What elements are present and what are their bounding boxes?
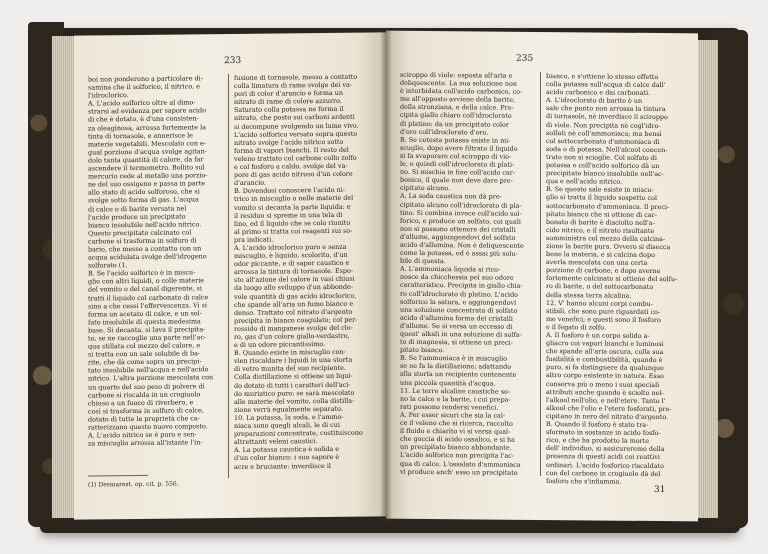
text-line: forma un acetato di calce, e un sol- [88,309,202,319]
text-line: no. Si mischia in fine coll'acido car- [400,167,515,177]
text-line: nitrato, che posto sui carboni ardenti [234,113,355,123]
text-line: acido carbonico e dai carbonati. [546,88,651,98]
text-line: B. Quando esiste in miscuglio con- [234,347,346,358]
text-line: B. Dovendosi conoscere l'acido ni- [234,186,345,196]
text-line: fato insolubile di questa medesima [88,317,201,327]
text-line: colla limatura di rame svolge dei va- [234,80,353,91]
text-line: za miscuglio arrossa all'istante l'in- [88,438,203,448]
text-line: ro coll'idroclorato di platino. L'acido [400,289,519,299]
footnote-rule [88,475,148,477]
text-line: dotato di tutte le proprietà che ca- [88,414,200,424]
text-line: porzione di carbone, e dopo averne [546,266,661,276]
text-line: sformato in sostanze in acido fosfo- [546,428,661,438]
text-line: di viole. Non precipita nè cogl'idro- [546,120,661,130]
text-line: cipitato alcuno coll'idroclorato di pla- [400,200,522,210]
text-line: qua di calce. L'ossalato d'ammoniaca [400,459,521,469]
text-line: alla storta un recipiente contenente [400,370,517,380]
right-page [386,31,698,522]
text-line: un precipitato bianco abbondante. [400,443,512,453]
text-line: d'arancio. [234,178,267,188]
left-page-column-a [88,74,224,448]
text-line: bene la materia, e si calcina dopo [546,250,655,260]
text-line: ro, gas d'un colore giallo-verdastro, [234,331,350,341]
text-line: cipitano in nero del nitrato d'argento. [546,411,669,422]
text-line: conserva più o meno i suoi speciali [546,379,660,389]
text-line: vomito si decanta la parte liquida: e [234,202,351,212]
text-line: di calce o di barite versata nel [88,203,187,213]
text-line: caratteristico. Precipita in giallo chia- [400,281,523,291]
text-line: materie vegetabili. Mescolato con e- [88,139,206,149]
text-line: solfati nè coll'ammoniaca; ma bensì [546,128,662,138]
text-line: Colla distillazione si ottiene un liqui- [234,372,353,382]
text-line: trato non si scioglie. Col solfato di [546,152,657,162]
text-line: somministra col mezzo della calcina- [546,233,666,243]
text-line: B. Se l'ammoniaca è in miscuglio [400,354,508,363]
text-line: d'allume, aggiungendovi del solfato [400,232,516,242]
text-line: non si possono ottenere dei cristalli [400,224,516,234]
right-column-rule [540,72,541,476]
text-line: d'un color bianco: i suo sapore è [234,453,340,463]
text-line: no la calce e la barite, i cui prepa- [400,394,511,404]
text-line: come la potassa, ed è assai più solu- [400,248,518,258]
text-line: ce il veleno che si ricerca, raccolto [400,418,513,428]
text-line: fusione di tornasole, messo a contatto [234,72,358,82]
text-line: di platino: da un precipitato color [400,119,509,129]
text-line: do dotato di tutti i caratteri dell'aci- [234,380,351,390]
text-line: al primo si tratta coi reagenti sui so- [234,226,353,236]
text-line: con del carbone in crogiuolo dà del [546,468,661,478]
text-line: svolge sotto forma di gas. L'acqua [88,195,199,205]
text-line: pitato bianco. [400,345,445,355]
left-page-column-b [234,73,370,471]
text-line: alle materie del vomito, colla distilla- [234,396,355,406]
text-line: tratti il liquido col carbonato di calce [88,292,209,303]
text-line: si decompone svolgendo un lume vivo. [234,121,359,131]
text-line: nitrico. L'altra porzione mescolata con [88,373,214,383]
text-line: una piccola quantità d'acqua. [400,378,496,388]
text-line: deliquescente. La sua soluzione non [400,78,517,88]
left-footnote: (1) Desmarest, op. cit. p. 556. [88,480,179,489]
text-line: B. Se l'acido solforico è in miscu- [88,268,196,278]
text-line: A. La potassa caustica è solida e [234,445,340,455]
text-line: A. L'acido solforico oltre al dimo- [88,98,196,108]
text-line: 10. La potassa, la soda, e l'ammo- [234,412,344,422]
text-line: nitrato svolge l'acido nitrico sotto [234,137,344,147]
text-line: alkool che l'olio e l'etere fosforati, pre- [546,403,672,413]
right-page-column-a [400,71,536,477]
text-line: carbone si trasforma in solfuro di [88,236,197,246]
text-line: ascendere il termometro. Bollito sul [88,163,205,173]
text-line: do muriatico puro: se sarà mescolato [234,388,355,398]
text-line: bonato di barite è disciolto nell'a- [546,217,655,227]
text-line: sale che punto non arrossa la tintura [546,104,666,114]
text-line: precipita in bianco coagulato; col per- [234,315,358,325]
text-line: nitrato di rame di colore azzurro. [234,97,342,107]
text-line: cipitato alcuno. [400,184,451,193]
text-line: rite, che dà come sopra un precipi- [88,357,202,367]
text-line: qua stillata col mezzo del calore, e [88,341,201,351]
left-page [74,32,386,519]
text-line: un quarto del suo peso di polvere di [88,381,205,392]
text-line: una soluzione concentrata di solfato [400,305,518,315]
text-line: dolo tanta quantità di calore, da far [88,155,204,165]
text-line: quest' alkali in una soluzione di solfa- [400,329,522,339]
text-line: rossido di manganese svolge del clo- [234,323,353,333]
text-line: A. L'acido nitrico se è puro e sen- [88,430,197,440]
text-line: fortemente calcinato si ottiene del solfu- [546,274,678,284]
text-line: se ne fa la distillazione; adattando [400,362,512,372]
text-line: pra indicati. [234,235,274,244]
book-gutter [380,30,392,522]
text-line: A. Il fosforo è un corpo solido a- [546,331,650,340]
text-line: to di magnesia, si ottiene un preci- [400,337,513,347]
text-line: me all'opposto avviene della barite, [400,95,516,105]
text-line: trico in miscuglio o nelle materie del [234,194,354,204]
right-page-signature-number: 31 [654,484,666,496]
text-line: mercurio cede al metallo una porzio- [88,171,208,181]
text-line: stibili, che sono pure riguardati co- [546,306,661,316]
text-line: tino. Si combina invece coll'acido sol- [400,208,522,218]
text-line: 12. V' hanno alcuni corpi combu- [546,298,653,308]
text-line: che spande all'aria oscura, colla sua [546,347,664,357]
text-line: e il fegato di zolfo. [546,322,606,332]
right-page-column-b [546,72,682,486]
text-line: A. L'acido idroclorico puro e senza [234,242,347,252]
text-line: tato insolubile nell'acqua e nell'acido [88,365,209,375]
text-line: soda o di potassa. Nell'alcool concen- [546,144,668,154]
text-line: del vomito o del canal digerente, si [88,284,202,294]
text-line: sciroppo di viole: esposta all'aria e [400,70,513,80]
text-line: sottocarbonato d'ammoniaca. Il preci- [546,201,670,211]
text-line: e di un odore piccantissimo. [234,340,326,350]
text-line: bianco insolubile nell'acido nitrico. [88,219,202,230]
text-line: da luogo allo sviluppo d'un abbonde- [234,283,353,293]
text-line: che goccia di acido ossalico, e si ha [400,434,515,444]
text-line: ne del suo ossigeno e passa in parte [88,179,206,189]
text-line: colla potassa sull'acqua di calce dall' [546,80,666,90]
text-line: l'acido produce un precipitato [88,212,186,222]
text-line: sino a che cessi l'effervescenza. Vi si [88,300,207,311]
right-page-number: 235 [516,53,534,64]
text-line: denso. Trattato col nitrato d'argento [234,307,353,317]
text-line: della stessa terra alcalina. [546,290,632,300]
text-line: vi produce anch' esso un precipitato [400,467,518,477]
text-line: tinta di tornasole, e annerisce le [88,131,193,141]
text-line: il residuo si spreme in una tela di [234,210,343,220]
text-line: pitato bianco che si ottiene di car- [546,209,657,219]
text-line: B. Se questo sale esiste in miscu- [546,185,654,195]
text-line: za oleaginosa, arrossa fortemente la [88,122,206,133]
text-line: veleno trattato col carbone collo zolfo [234,153,357,163]
text-line: così si trasforma in solfuro di calce, [88,406,204,416]
text-line: lino, ed il liquido che se colo riunito [234,218,351,228]
text-line: acido d'allumina forma dei cristalli [400,313,513,323]
text-line: strarsi ad evidenza per sapore acido [88,106,206,116]
text-line: arrossa la tintura di tornasole. Espo- [234,266,353,277]
text-line: gliacro coi vapori bianchi e luminosi [546,339,664,349]
text-line: le, e quindi coll'idroclorato di plati- [400,159,515,169]
text-line: altrettanti veleni caustici. [234,437,318,447]
text-line: bianco, e s'ottiene lo stesso effetto [546,72,659,82]
text-line: cipita giallo chiaro coll'idroclorato [400,111,512,121]
text-line: d'oro coll'idroclorato d'oro. [400,127,489,137]
text-line: me venefici; e questi sono il fosforo [546,314,661,324]
text-line: di vetro munita del suo recipiente. [234,364,346,374]
text-line: base. Si decanta, si lava il precipita- [88,325,206,335]
text-line: precipitato bianco insolubile nell'ac- [546,169,664,179]
text-line: nosce da chicchessia pel suo odore [400,273,514,283]
text-line: di tornasole, nè inverdisce il sciroppo [546,112,668,122]
text-line: A. Per esser sicuri che sia la cal- [400,410,506,420]
text-line: pore di gas acido nitroso d'un colore [234,169,353,180]
text-line: bile di questa. [400,256,446,266]
left-column-rule [228,74,229,478]
text-line: A. La soda caustica non dà pre- [400,192,502,202]
text-line: d'allume. Se si versa un eccesso di [400,321,513,331]
text-line: A. L'idroclorato di barite è un [546,96,643,106]
text-line: preparazioni concentrate, costituiscono [234,428,363,439]
text-line: forma di vapori bianchi. Il resto del [234,145,349,155]
text-line: glio si tratta il liquido sospetto col [546,193,658,203]
text-line: carbone si riscalda in un crogiuolo [88,389,201,400]
text-line: l'idroclorico. [88,91,129,100]
text-line: ro di barite, o del sottocarbonato [546,282,654,292]
text-line: qua e nell'acido nitrico. [546,177,623,186]
text-line: dell' individuo, si assicureremo della [546,444,665,454]
text-line: L'acido solforico versato sopra questo [234,129,358,139]
text-line: boi non ponderono a particolare di- [88,74,203,84]
text-line: glio con altri liquidi, o colle materie [88,276,205,286]
text-line: si tratta con un sale solubile di ba- [88,349,201,359]
text-line: puro, si fa distinguere da qualunque [546,363,664,373]
text-line: bonico, il quale non deve dare pre- [400,175,513,185]
text-line: Questo precipitato calcinato col [88,228,192,238]
text-line: forico, e produce un solfato, coi quali [400,216,521,226]
text-line: gual porzione d'acqua svolge agitan- [88,147,207,157]
text-line: scuglio, dopo avere filtrato il liquido [400,143,518,153]
text-line: che spande all'aria un fumo bianco e [234,299,354,309]
text-line: Saturato colla potassa ne forma il [234,105,344,115]
text-line: solforato (1. [88,261,128,270]
text-line: fusibilità e combustibilità, quando è [546,355,663,365]
text-line: zione la barite pura. Ovvero si disecca [546,242,671,252]
text-line: fosforo che s'infiamma. [546,476,622,486]
text-line: acre e bruciante: inverdisce il [234,461,331,471]
text-line: attributi anche quando è sciolto nel- [546,387,664,397]
text-line: odor piccante, e di sapor caustico e [234,258,350,269]
text-line: rico, e che ha prodotto la morte [546,436,650,446]
text-line: allo stato di acido solforoso, che si [88,187,200,197]
text-line: to, se ne raccoglie una parte nell'ac- [88,333,207,343]
text-line: chiuso a un fuoco di riverbero, e [88,398,194,408]
text-line: B. Se cotesta potassa esiste in mi- [400,135,511,145]
text-line: presenza di questi acidi coi reattivi [546,452,660,462]
text-line: pori di color d'arancio e forma un [234,89,343,99]
text-line: solforico la satura, e aggiungendovi [400,297,517,307]
text-line: ordinari. L'acido fosforico riscaldato [546,460,664,470]
text-line: cido nitrico, e il nitrato risultante [546,225,655,235]
text-line: miscuglio, è liquido, scolorito, d'un [234,250,348,261]
text-line: L'acido solforico non precipita l'ac- [400,451,514,461]
text-line: 11. Le terre alcaline caustiche so- [400,386,510,396]
text-line: A. L'ammoniaca liquida si rico- [400,265,501,274]
text-line: bario, che messo a contatto con un [88,244,202,254]
text-line: ratterizzano questo nuovo composto. [88,422,208,432]
text-line: altro corpo esistente in natura. Esso [546,371,664,381]
text-line: vole quantità di gas acido idroclorico, [234,291,357,301]
text-line: e col fosforo a caldo, svolge del va- [234,161,348,171]
text-line: rati possono rendersi venefici. [400,402,499,412]
text-line: è intorbidata coll'acido carbonico, co- [400,86,523,97]
text-line: niaca sono quegli alcali, le di cui [234,420,340,430]
text-line: B. Quando il fosforo è stato tra- [546,420,649,429]
text-line: potassa e coll'acido solforico dà un [546,161,660,171]
text-line: averla mescolata con una certa [546,258,648,268]
text-line: zione verrà egualmente separato. [234,404,343,414]
text-line: vien riscaldare i liquidi in una storta [234,356,353,366]
text-line: si fa svaporare col sciroppo di vio- [400,151,512,161]
text-line: acqua acidulata svolge dell'idrogeno [88,252,207,262]
text-line: sto all'azione del calore in vasi chiusi [234,275,355,285]
text-line: della stronziana, e della calce. Pre- [400,103,514,113]
text-line: l'alkool nell'olio, e nell'etere. Tanto l' [546,395,666,405]
text-line: di che è dotato, è d'una consisten- [88,114,199,124]
text-line: acido d'allumina. Non è deliquescente [400,240,524,250]
text-line: col sottocarbonato d'ammoniaca di [546,136,660,146]
left-page-number: 233 [224,55,242,67]
text-line: samina che il solforico, il nitrico, e [88,82,200,92]
text-line: il fluido e chiarito vi si versa qual- [400,426,511,436]
